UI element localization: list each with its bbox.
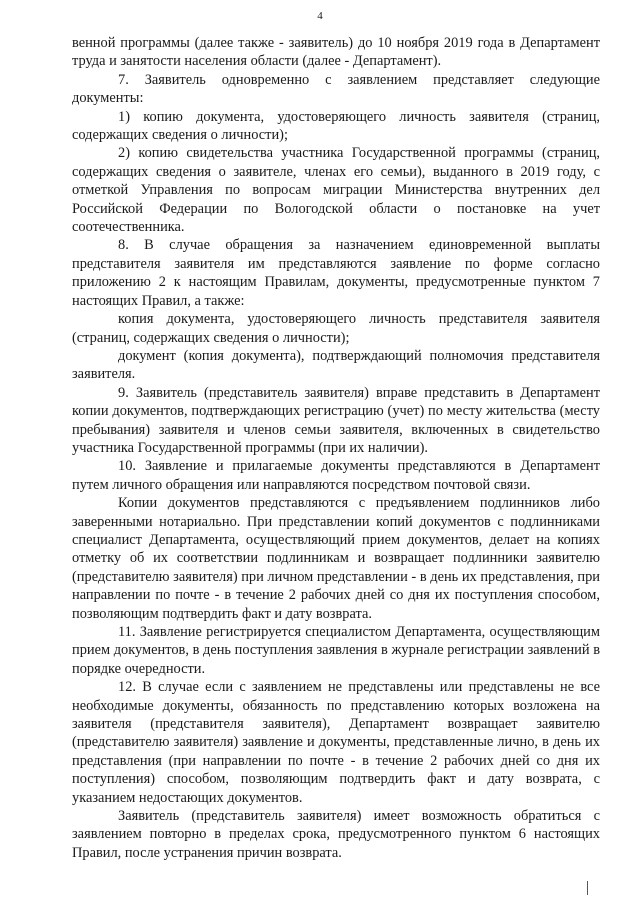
- paragraph-item-12-resubmit: Заявитель (представитель заявителя) имеет возможность обратиться с заявлением повторно в пределах срока, предусмотренного пунктом 6 настоящих Правил, после устранения причин возврата.: [72, 808, 600, 861]
- paragraph-item-12: 12. В случае если с заявлением не представлены или представлены не все необходимые документы, обязанность по представлению которых возложена на заявителя (представителя заявителя), Департамент возвращает заявителю (представителю заявителя) заявление и документы, представленные лично, в день их представления (при направлении по почте - в течение 2 рабочих дней со дня их поступления) способом, позволяющим подтвердить факт и дату возврата, с указанием недостающих документов.: [72, 679, 600, 806]
- paragraph-item-7: 7. Заявитель одновременно с заявлением представляет следующие документы:: [72, 71, 600, 107]
- scan-edge-mark: [587, 881, 588, 895]
- paragraph-item-8-authority-doc: документ (копия документа), подтверждающий полномочия представителя заявителя.: [72, 347, 600, 383]
- paragraph-item-10: 10. Заявление и прилагаемые документы представляются в Департамент путем личного обращения или направляются посредством почтовой связи.: [72, 458, 600, 493]
- paragraph-intro-continuation: венной программы (далее также - заявитель) до 10 ноября 2019 года в Департамент труда и занятости населения области (далее - Департамент).: [72, 35, 600, 70]
- page-number: 4: [317, 10, 323, 22]
- paragraph-item-9: 9. Заявитель (представитель заявителя) вправе представить в Департамент копии документов, подтверждающих регистрацию (учет) по месту жительства (месту пребывания) заявителя и членов семьи заявителя, включенных в свидетельство участника Государственной программы (при их наличии).: [72, 384, 600, 456]
- paragraph-item-11: 11. Заявление регистрируется специалистом Департамента, осуществляющим прием документов, в день поступления заявления в журнале регистрации заявлений в порядке очередности.: [72, 624, 600, 677]
- paragraph-item-7-1: 1) копию документа, удостоверяющего личность заявителя (страниц, содержащих сведения о личности);: [72, 108, 600, 144]
- paragraph-item-10-copies: Копии документов представляются с предъявлением подлинников либо заверенными нотариально. При представлении копий документов с подлинниками специалист Департамента, осуществляющий прием документов, делает на копиях отметку об их соответствии подлинникам и возвращает подлинники заявителю (представителю заявителя) при личном представлении - в день их представления, при направлении по почте - в течение 2 рабочих дней со дня их поступления способом, позволяющим подтвердить факт и дату возврата.: [72, 495, 600, 622]
- paragraph-item-7-2: 2) копию свидетельства участника Государственной программы (страниц, содержащих сведения о заявителе, членах его семьи), выданного в 2019 году, с отметкой Управления по вопросам миграции Министерства внутренних дел Российской Федерации по Вологодской области о постановке на учет соотечественника.: [72, 145, 600, 236]
- paragraph-item-8: 8. В случае обращения за назначением единовременной выплаты представителя заявителя им представляются заявление по форме согласно приложению 2 к настоящим Правилам, документы, предусмотренные пунктом 7 настоящих Правил, а также:: [72, 237, 600, 309]
- document-body: [72, 34, 600, 862]
- paragraph-item-8-id-copy: копия документа, удостоверяющего личность представителя заявителя (страниц, содержащих сведения о личности);: [72, 311, 600, 346]
